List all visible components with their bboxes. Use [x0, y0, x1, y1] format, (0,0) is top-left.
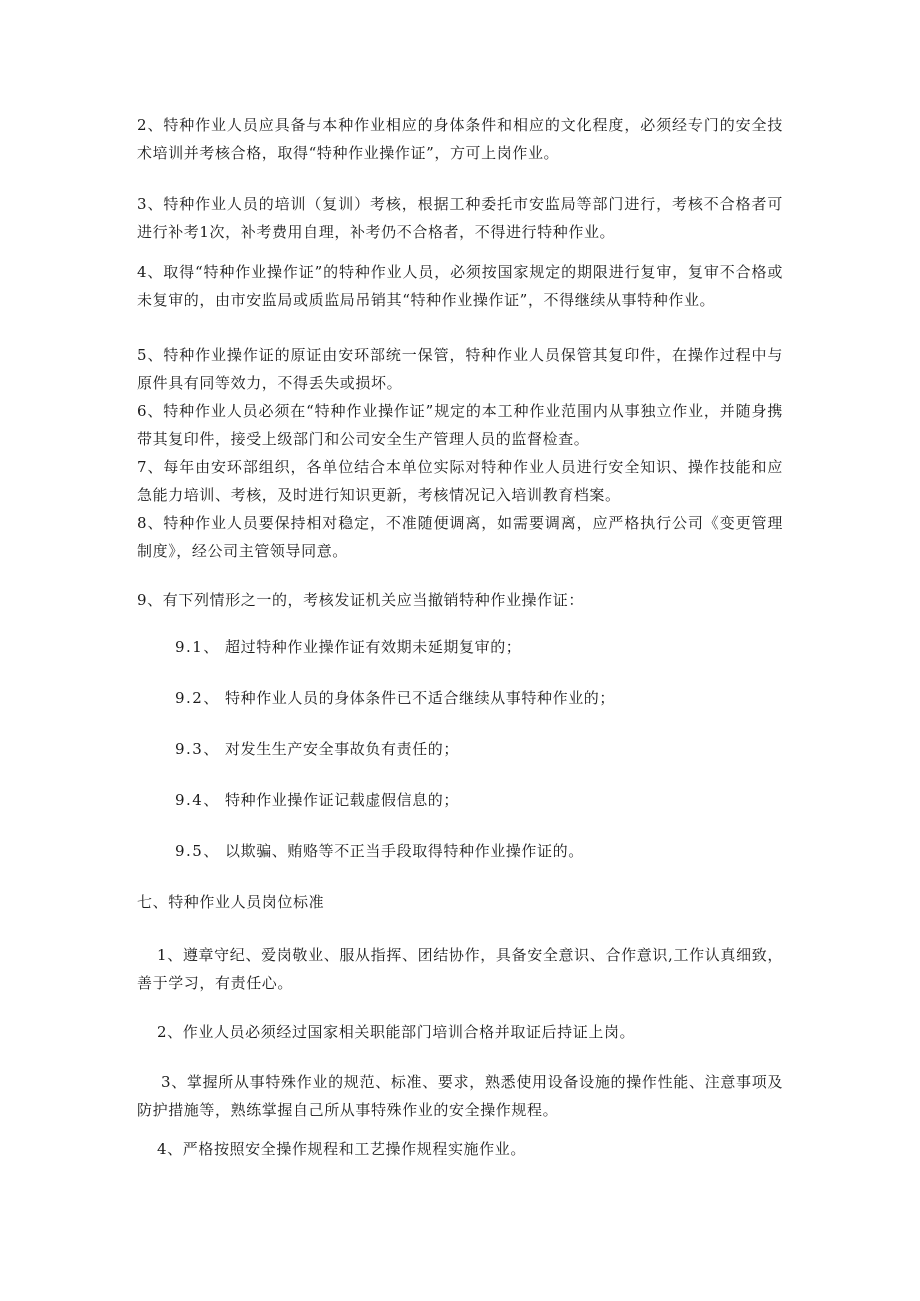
section-heading: 七、特种作业人员岗位标准	[137, 893, 325, 911]
paragraph-7: 7、每年由安环部组织，各单位结合本单位实际对特种作业人员进行安全知识、操作技能和应急能力培训、考核，及时进行知识更新，考核情况记入培训教育档案。	[137, 458, 783, 504]
standard-1: 1、遵章守纪、爱岗敬业、服从指挥、团结协作，具备安全意识、合作意识,工作认真细致，善于学习，有责任心。	[137, 946, 783, 992]
sub-item-9-2	[175, 684, 615, 712]
paragraph-6: 6、特种作业人员必须在“特种作业操作证”规定的本工种作业范围内从事独立作业，并随身携带其复印件，接受上级部门和公司安全生产管理人员的监督检查。	[137, 402, 783, 448]
sub-item-number: 9.2、	[175, 689, 220, 707]
sub-item-number: 9.4、	[175, 791, 220, 809]
sub-item-9-5	[175, 837, 584, 865]
sub-item-number: 9.1、	[175, 638, 220, 656]
sub-item-9-3	[175, 735, 459, 763]
standard-3: 3、掌握所从事特殊作业的规范、标准、要求，熟悉使用设备设施的操作性能、注意事项及防护措施等，熟练掌握自己所从事特殊作业的安全操作规程。	[137, 1073, 783, 1119]
paragraph-2: 2、特种作业人员应具备与本种作业相应的身体条件和相应的文化程度，必须经专门的安全技术培训并考核合格，取得“特种作业操作证”，方可上岗作业。	[137, 116, 783, 162]
sub-item-9-4	[175, 786, 459, 814]
sub-item-number: 9.5、	[175, 842, 220, 860]
sub-item-text: 超过特种作业操作证有效期未延期复审的；	[225, 638, 522, 656]
paragraph-8: 8、特种作业人员要保持相对稳定，不准随便调离，如需要调离，应严格执行公司《变更管理制度》，经公司主管领导同意。	[137, 514, 783, 560]
sub-item-9-1	[175, 633, 521, 661]
sub-item-text: 特种作业人员的身体条件已不适合继续从事特种作业的；	[225, 689, 616, 707]
paragraph-5: 5、特种作业操作证的原证由安环部统一保管，特种作业人员保管其复印件，在操作过程中与原件具有同等效力，不得丢失或损坏。	[137, 346, 783, 392]
sub-item-text: 对发生生产安全事故负有责任的；	[225, 740, 460, 758]
paragraph-4: 4、取得“特种作业操作证”的特种作业人员，必须按国家规定的期限进行复审，复审不合格或未复审的，由市安监局或质监局吊销其“特种作业操作证”，不得继续从事特种作业。	[137, 263, 783, 309]
standard-4: 4、严格按照安全操作规程和工艺操作规程实施作业。	[157, 1140, 526, 1158]
sub-item-number: 9.3、	[175, 740, 220, 758]
paragraph-3: 3、特种作业人员的培训（复训）考核，根据工种委托市安监局等部门进行，考核不合格者可进行补考1次，补考费用自理，补考仍不合格者，不得进行特种作业。	[137, 195, 783, 241]
standard-2: 2、作业人员必须经过国家相关职能部门培训合格并取证后持证上岗。	[157, 1023, 636, 1041]
paragraph-9: 9、有下列情形之一的，考核发证机关应当撤销特种作业操作证：	[137, 591, 584, 609]
sub-item-text: 以欺骗、贿赂等不正当手段取得特种作业操作证的。	[225, 842, 584, 860]
sub-item-text: 特种作业操作证记载虚假信息的；	[225, 791, 460, 809]
